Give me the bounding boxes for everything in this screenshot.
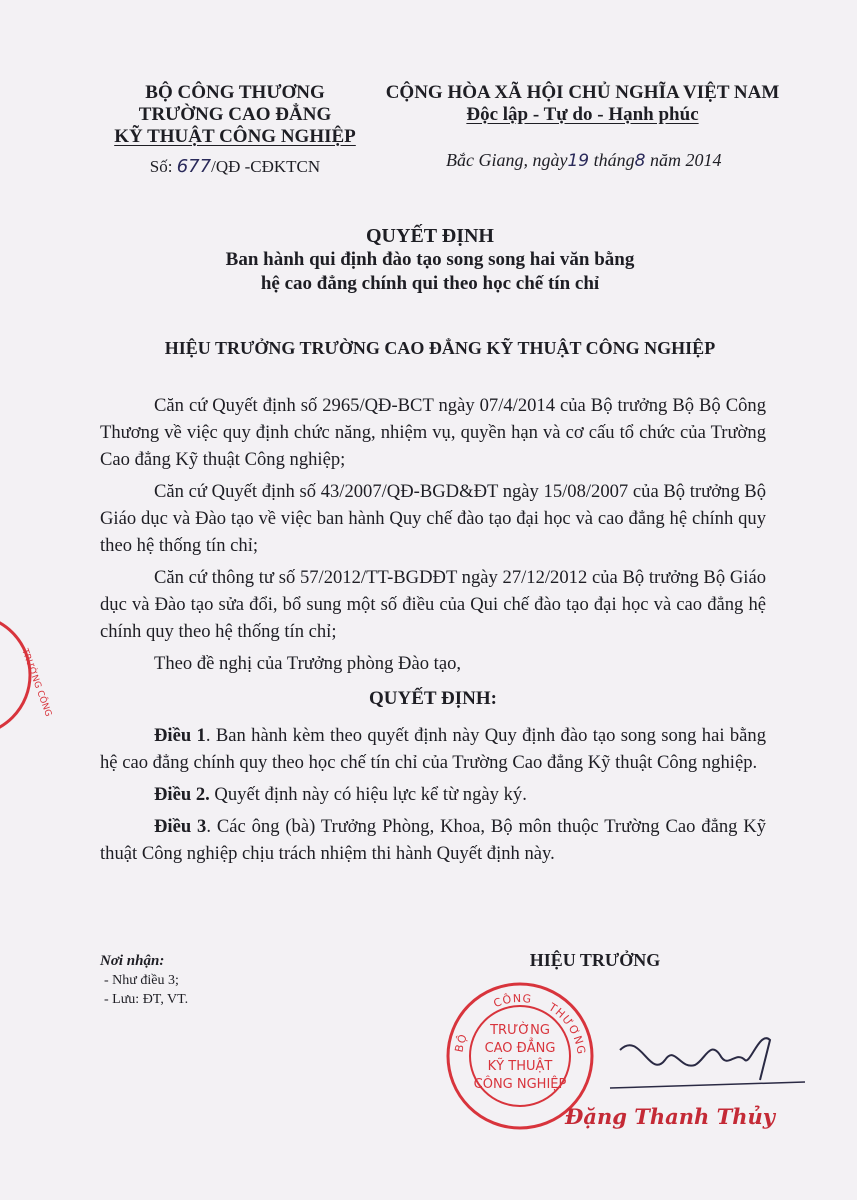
stamp-outer-left: BỘ <box>452 1031 471 1054</box>
document-number <box>70 156 400 178</box>
handwritten-signature <box>610 1010 810 1090</box>
signer-title: HIỆU TRƯỞNG <box>529 950 661 970</box>
document-date <box>446 150 776 171</box>
stamp-inner-line: TRƯỜNG <box>490 1023 550 1038</box>
date-month-label: tháng <box>593 150 635 170</box>
stamp-inner-line: KỸ THUẬT <box>487 1059 553 1074</box>
article-text: . Ban hành kèm theo quyết định này Quy định đào tạo song song hai bằng hệ cao đẳng chính quy theo học chế tín chỉ của Trường Cao đẳng Kỹ thuật Công nghiệp. <box>100 725 766 773</box>
signer-name: Đặng Thanh Thủy <box>565 1104 775 1129</box>
country-name: CỘNG HÒA XÃ HỘI CHỦ NGHĨA VIỆT NAM <box>385 82 780 103</box>
ministry-name: BỘ CÔNG THƯƠNG <box>145 82 325 103</box>
country-motto: Độc lập - Tự do - Hạnh phúc <box>466 104 699 125</box>
issuer-header <box>70 82 400 178</box>
recipient-item: - Lưu: ĐT, VT. <box>104 992 189 1007</box>
decision-heading: QUYẾT ĐỊNH: <box>369 688 497 709</box>
stamp-inner-line: CÔNG NGHIỆP <box>473 1077 567 1092</box>
side-stamp-fragment <box>0 610 53 740</box>
basis-paragraph: Căn cứ Quyết định số 43/2007/QĐ-BGD&ĐT ngày 15/08/2007 của Bộ trưởng Bộ Giáo dục và Đào tạo về việc ban hành Quy chế đào tạo đại học và cao đẳng hệ chính quy theo hệ thống tín chỉ; <box>100 481 766 556</box>
school-name-line1: TRƯỜNG CAO ĐẲNG <box>138 104 332 125</box>
basis-paragraph: Căn cứ thông tư số 57/2012/TT-BGDĐT ngày 27/12/2012 của Bộ trưởng Bộ Giáo dục và Đào tạo sửa đổi, bổ sung một số điều của Qui chế đào tạo đại học và cao đẳng hệ chính quy theo hệ thống tín chỉ; <box>100 567 766 642</box>
article-1 <box>100 722 766 776</box>
article-2 <box>100 781 766 808</box>
recipients-block <box>100 952 320 1009</box>
title-sub1: Ban hành qui định đào tạo song song hai văn bằng <box>225 249 635 270</box>
article-text: . Các ông (bà) Trưởng Phòng, Khoa, Bộ môn thuộc Trường Cao đẳng Kỹ thuật Công nghiệp chịu trách nhiệm thi hành Quyết định này. <box>100 816 766 864</box>
date-month: 8 <box>634 151 646 171</box>
article-label: Điều 3 <box>154 816 207 837</box>
date-year: năm 2014 <box>649 150 722 170</box>
stamp-inner-line: CAO ĐẲNG <box>484 1041 556 1056</box>
number-prefix: Số: <box>149 157 173 176</box>
stamp-outer-top: CÔNG <box>491 991 533 1011</box>
article-text: Quyết định này có hiệu lực kể từ ngày ký. <box>209 784 527 805</box>
date-day: 19 <box>567 151 590 171</box>
authority-heading: HIỆU TRƯỞNG TRƯỜNG CAO ĐẲNG KỸ THUẬT CÔNG NGHIỆP <box>164 338 716 358</box>
title-main: QUYẾT ĐỊNH <box>366 225 494 247</box>
date-place: Bắc Giang, ngày <box>446 150 568 170</box>
recipient-item: - Như điều 3; <box>104 973 179 988</box>
school-name-line2: KỸ THUẬT CÔNG NGHIỆP <box>114 126 356 147</box>
article-3 <box>100 813 766 867</box>
number-handwritten: 677 <box>176 156 212 177</box>
side-stamp-text: TRƯỜNG CÔNG <box>19 647 53 719</box>
proposal-paragraph: Theo đề nghị của Trưởng phòng Đào tạo, <box>154 653 462 674</box>
document-body <box>100 392 766 872</box>
stamp-outer-right: THƯƠNG <box>546 1000 588 1056</box>
svg-text:BỘ <box>452 1032 470 1054</box>
national-header <box>370 82 795 126</box>
article-label: Điều 2. <box>154 784 210 805</box>
article-label: Điều 1 <box>154 725 206 746</box>
basis-paragraph: Căn cứ Quyết định số 2965/QĐ-BCT ngày 07/4/2014 của Bộ trưởng Bộ Bộ Công Thương về việc quy định chức năng, nhiệm vụ, quyền hạn và cơ cấu tổ chức của Trường Cao đẳng Kỹ thuật Công nghiệp; <box>100 395 766 470</box>
recipients-heading: Nơi nhận: <box>100 953 165 969</box>
document-title <box>110 224 750 296</box>
number-suffix: /QĐ -CĐKTCN <box>211 157 321 176</box>
title-sub2: hệ cao đẳng chính qui theo học chế tín chỉ <box>260 273 600 294</box>
